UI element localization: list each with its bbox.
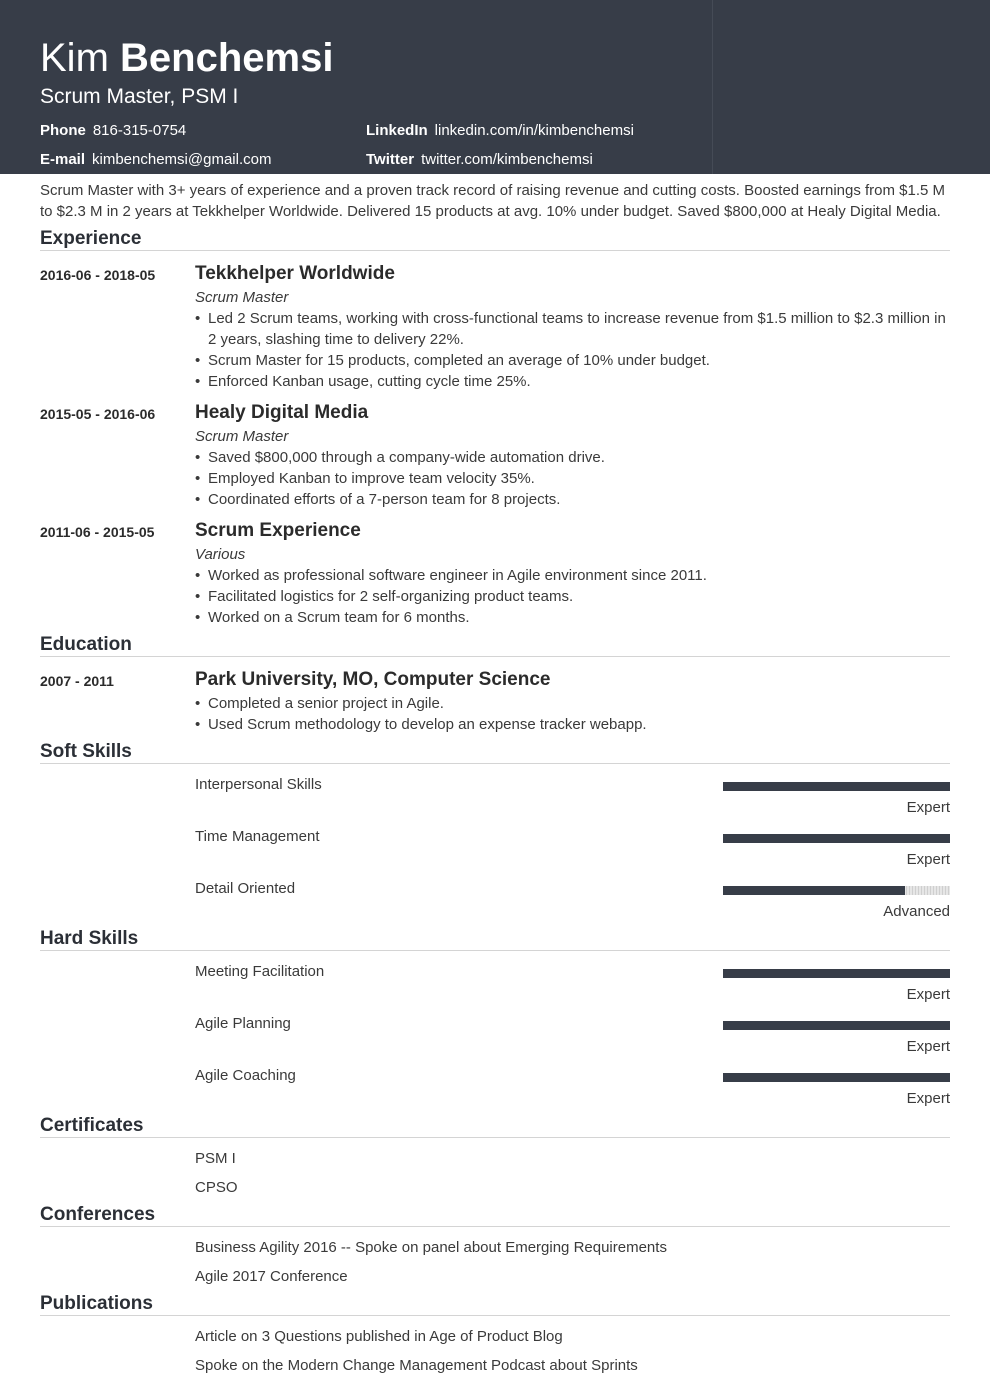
skill-level-bar [723, 834, 950, 843]
bullet-item: • Worked as professional software engineer in Agile environment since 2011. [195, 565, 950, 586]
candidate-name [40, 36, 333, 80]
section-divider [40, 950, 950, 951]
contact-linkedin [366, 122, 634, 140]
bullet-item: • Enforced Kanban usage, cutting cycle time 25%. [195, 371, 950, 392]
bullet-item: • Saved $800,000 through a company-wide automation drive. [195, 447, 950, 468]
skill-level-fill [723, 886, 905, 895]
section-title-experience: Experience [40, 228, 142, 249]
experience-bullets [195, 447, 950, 510]
skill-level-label: Advanced [883, 903, 950, 920]
certificate-item: CPSO [195, 1179, 238, 1196]
contact-phone [40, 122, 186, 140]
bullet-item: • Completed a senior project in Agile. [195, 693, 950, 714]
skill-level-fill [723, 1021, 950, 1030]
bullet-item: • Employed Kanban to improve team velocity 35%. [195, 468, 950, 489]
publication-item: Spoke on the Modern Change Management Podcast about Sprints [195, 1357, 638, 1374]
section-title-publications: Publications [40, 1293, 153, 1314]
education-bullets [195, 693, 950, 735]
last-name: Benchemsi [120, 36, 334, 80]
bullet-item: • Led 2 Scrum teams, working with cross-functional teams to increase revenue from $1.5 million to $2.3 million in 2 years, slashing time to delivery 22%. [195, 308, 950, 350]
skill-level-bar [723, 969, 950, 978]
skill-level-fill [723, 969, 950, 978]
contact-label: Phone [40, 122, 86, 139]
experience-dates: 2011-06 - 2015-05 [40, 524, 155, 540]
education-dates: 2007 - 2011 [40, 673, 114, 689]
section-divider [40, 763, 950, 764]
experience-company: Tekkhelper Worldwide [195, 263, 395, 284]
experience-role: Scrum Master [195, 428, 289, 445]
experience-dates: 2015-05 - 2016-06 [40, 406, 156, 422]
experience-bullets [195, 308, 950, 392]
conference-item: Business Agility 2016 -- Spoke on panel about Emerging Requirements [195, 1239, 667, 1256]
experience-bullets [195, 565, 950, 628]
experience-role: Scrum Master [195, 289, 289, 306]
summary-text: Scrum Master with 3+ years of experience and a proven track record of raising revenue and cutting costs. Boosted earnings from $1.5 M to $2.3 M in 2 years at Tekkhelper Worldwide. Delivered 15 products at avg. 10% under budget. Saved $800,000 at Healy Digital Media. [40, 182, 946, 220]
first-name: Kim [40, 36, 109, 80]
section-title-certificates: Certificates [40, 1115, 144, 1136]
skill-level-label: Expert [906, 1038, 950, 1055]
bullet-item: • Scrum Master for 15 products, completed an average of 10% under budget. [195, 350, 950, 371]
job-title: Scrum Master, PSM I [40, 85, 239, 108]
skill-level-label: Expert [906, 1090, 950, 1107]
experience-dates: 2016-06 - 2018-05 [40, 267, 156, 283]
experience-role: Various [195, 546, 246, 563]
skill-name: Interpersonal Skills [195, 776, 322, 793]
skill-level-bar [723, 782, 950, 791]
contact-label: Twitter [366, 151, 415, 168]
contact-label: E-mail [40, 151, 86, 168]
skill-level-fill [723, 1073, 950, 1082]
section-divider [40, 656, 950, 657]
skill-name: Agile Planning [195, 1015, 291, 1032]
contact-email [40, 151, 271, 169]
skill-level-label: Expert [906, 851, 950, 868]
experience-company: Scrum Experience [195, 520, 361, 541]
skill-level-bar [723, 1073, 950, 1082]
skill-level-label: Expert [906, 986, 950, 1003]
skill-level-fill [723, 782, 950, 791]
contact-value[interactable]: 816-315-0754 [92, 122, 187, 139]
skill-name: Meeting Facilitation [195, 963, 325, 980]
contact-value[interactable]: kimbenchemsi@gmail.com [92, 151, 272, 168]
section-title-education: Education [40, 634, 132, 655]
header-divider [712, 0, 713, 174]
section-title-soft-skills: Soft Skills [40, 741, 132, 762]
bullet-item: • Facilitated logistics for 2 self-organizing product teams. [195, 586, 950, 607]
skill-name: Agile Coaching [195, 1067, 296, 1084]
skill-name: Detail Oriented [195, 880, 296, 897]
contact-value[interactable]: twitter.com/kimbenchemsi [421, 151, 593, 168]
skill-name: Time Management [195, 828, 320, 845]
conference-item: Agile 2017 Conference [195, 1268, 348, 1285]
skill-level-label: Expert [906, 799, 950, 816]
bullet-item: • Used Scrum methodology to develop an expense tracker webapp. [195, 714, 950, 735]
skill-level-fill [723, 834, 950, 843]
contact-twitter [366, 151, 593, 169]
section-divider [40, 1226, 950, 1227]
certificate-item: PSM I [195, 1150, 236, 1167]
resume-header [0, 0, 990, 174]
experience-company: Healy Digital Media [195, 402, 369, 423]
section-title-conferences: Conferences [40, 1204, 156, 1225]
section-divider [40, 250, 950, 251]
publication-item: Article on 3 Questions published in Age of Product Blog [195, 1328, 563, 1345]
skill-level-bar [723, 886, 950, 895]
contact-label: LinkedIn [366, 122, 428, 139]
bullet-item: • Coordinated efforts of a 7-person team for 8 projects. [195, 489, 950, 510]
skill-level-bar [723, 1021, 950, 1030]
contact-value[interactable]: linkedin.com/in/kimbenchemsi [434, 122, 634, 139]
education-school: Park University, MO, Computer Science [195, 669, 551, 690]
bullet-item: • Worked on a Scrum team for 6 months. [195, 607, 950, 628]
section-title-hard-skills: Hard Skills [40, 928, 139, 949]
section-divider [40, 1315, 950, 1316]
section-divider [40, 1137, 950, 1138]
